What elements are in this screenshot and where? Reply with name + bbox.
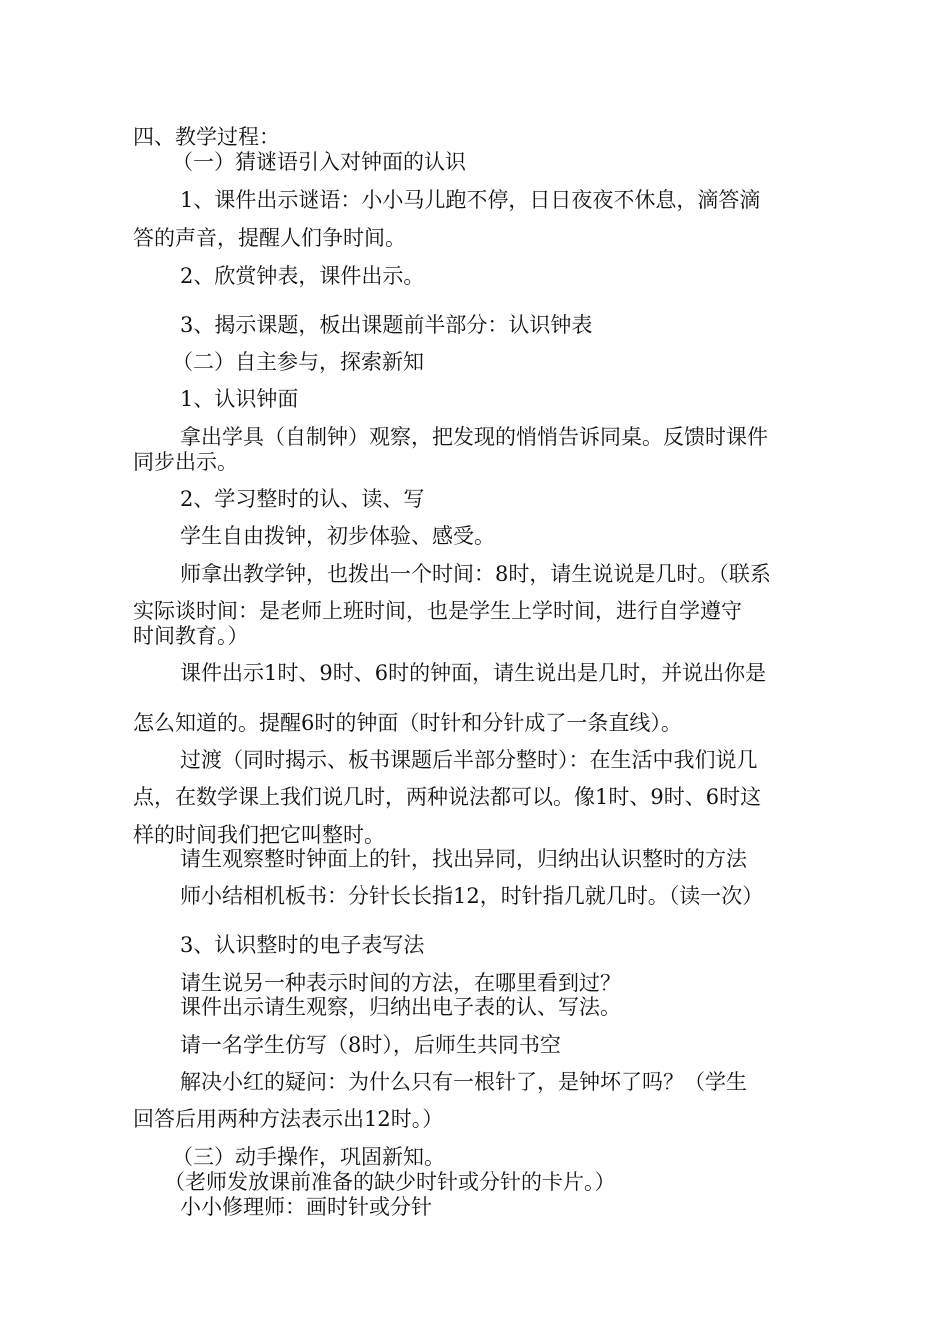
paragraph-line: 师拿出教学钟，也拨出一个时间：8时，请生说说是几时。（联系 [180,562,771,586]
paragraph-line: 学生自由拨钟，初步体验、感受。 [180,524,495,548]
paragraph-line: 2、欣赏钟表，课件出示。 [180,264,425,288]
section-heading-teaching-process: 四、教学过程： [133,125,280,149]
paragraph-line: 1、课件出示谜语：小小马儿跑不停，日日夜夜不休息，滴答滴 [180,188,761,212]
paragraph-line: 时间教育。） [133,624,249,648]
subsection-heading-1: （一）猜谜语引入对钟面的认识 [172,150,466,174]
paragraph-line: 同步出示。 [133,450,238,474]
subsection-heading-3: （三）动手操作，巩固新知。 [172,1145,445,1169]
paragraph-line: 课件出示请生观察，归纳出电子表的认、写法。 [180,995,621,1019]
paragraph-line: 解决小红的疑问：为什么只有一根针了，是钟坏了吗？（学生 [180,1070,747,1094]
paragraph-line: 小小修理师：画时针或分针 [180,1195,432,1219]
subsection-heading-2: （二）自主参与，探索新知 [172,350,424,374]
paragraph-line: 2、学习整时的认、读、写 [180,487,425,511]
paragraph-line: （老师发放课前准备的缺少时针或分针的卡片。） [164,1170,616,1194]
paragraph-line: 课件出示1时、9时、6时的钟面，请生说出是几时，并说出你是 [180,661,767,685]
paragraph-line: 3、认识整时的电子表写法 [180,933,425,957]
paragraph-line: 请生说另一种表示时间的方法，在哪里看到过？ [180,971,621,995]
paragraph-line: 样的时间我们把它叫整时。 [133,823,385,847]
paragraph-line: 1、认识钟面 [180,387,299,411]
paragraph-line: 3、揭示课题，板出课题前半部分：认识钟表 [180,313,593,337]
paragraph-line: 师小结相机板书：分针长长指12，时针指几就几时。（读一次） [180,884,764,908]
paragraph-line: 答的声音，提醒人们争时间。 [133,226,406,250]
paragraph-line: 回答后用两种方法表示出12时。） [133,1107,444,1131]
paragraph-line: 怎么知道的。提醒6时的钟面（时针和分针成了一条直线）。 [133,711,682,735]
paragraph-line: 实际谈时间：是老师上班时间，也是学生上学时间，进行自学遵守 [133,599,742,623]
paragraph-line: 请生观察整时钟面上的针，找出异同，归纳出认识整时的方法 [180,847,747,871]
paragraph-line: 请一名学生仿写（8时），后师生共同书空 [180,1033,561,1057]
paragraph-line: 拿出学具（自制钟）观察，把发现的悄悄告诉同桌。反馈时课件 [180,425,768,449]
paragraph-line: 点，在数学课上我们说几时，两种说法都可以。像1时、9时、6时这 [133,785,762,809]
paragraph-line: 过渡（同时揭示、板书课题后半部分整时）：在生活中我们说几 [180,748,758,772]
